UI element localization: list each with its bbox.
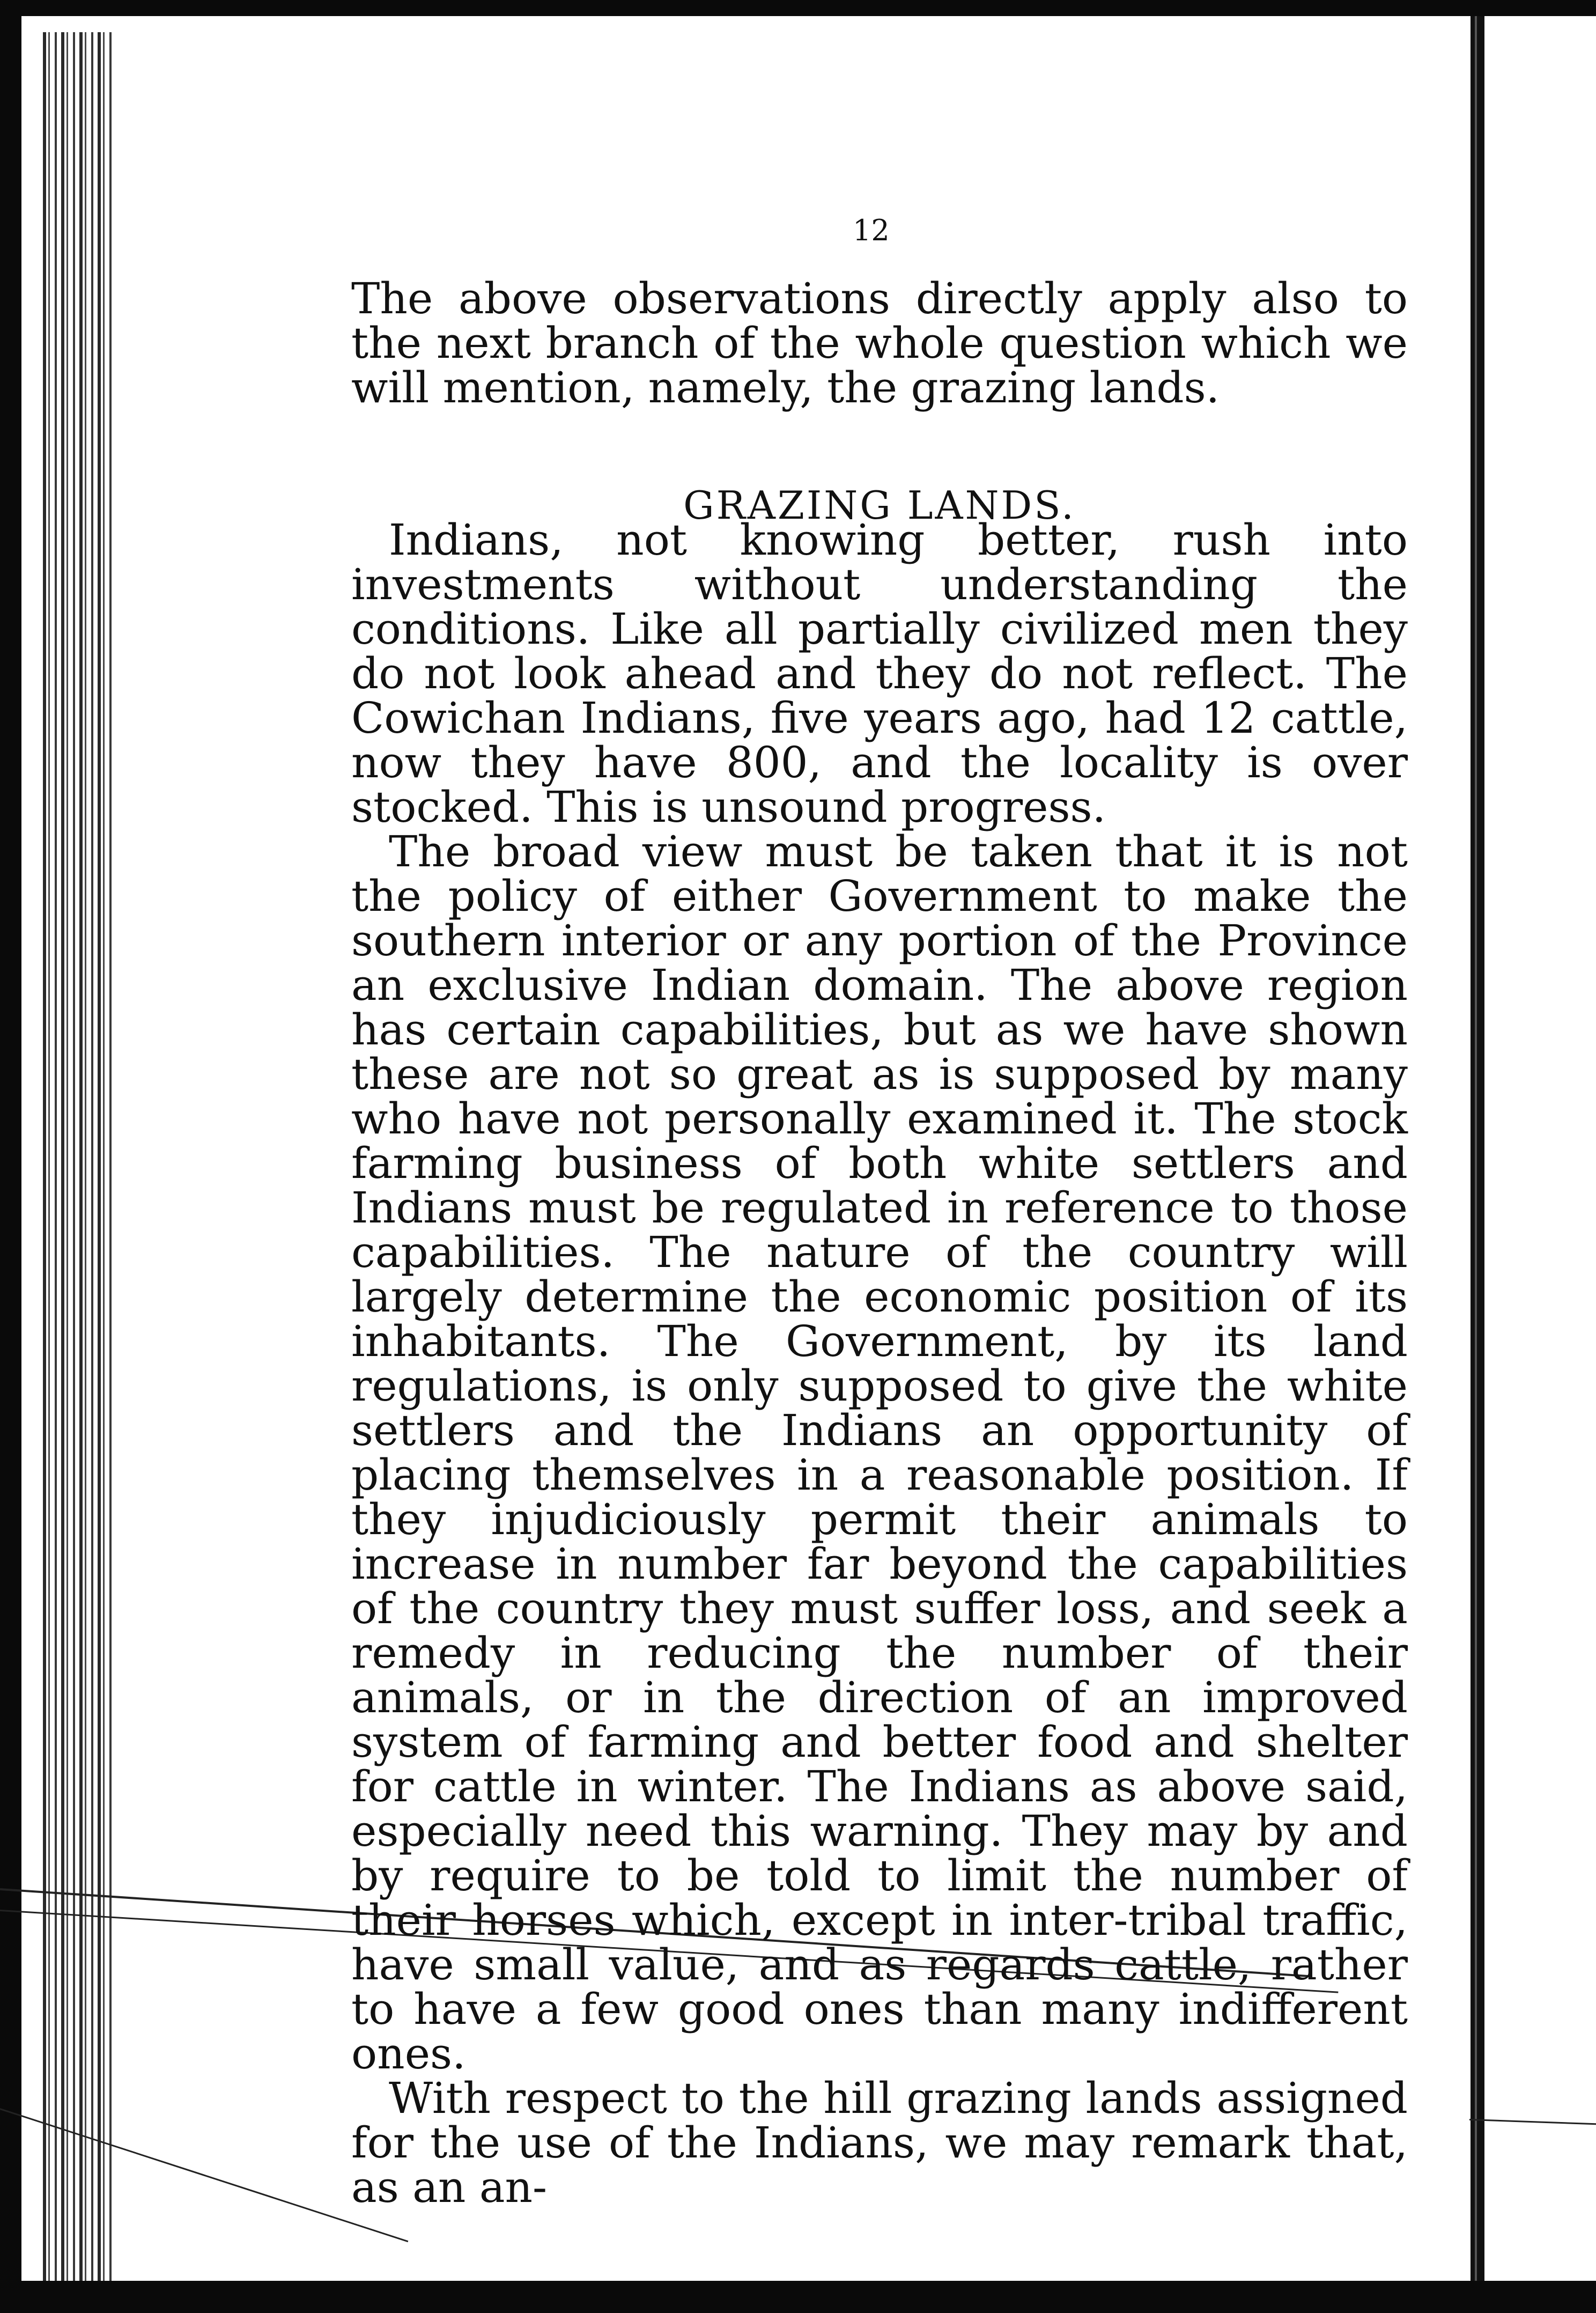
paragraph: The broad view must be taken that it is not the policy of either Government to make the southern interior or any portion of the Province an exclusive Indian domain. The above region has certain capabilities, but as we have shown these are not so great as is supposed by many who have not personally examined it. The stock farming business of both white settlers and Indians must be regulated in reference to those capabilities. The nature of the country will largely determine the economic position of its inhabitants. The Government, by its land regulations, is only supposed to give the white settlers and the Indians an opportunity of placing themselves in a reasonable position. If they injudiciously permit their animals to increase in number far beyond the capabilities of the country they must suffer loss, and seek a remedy in reducing the number of their animals, or in the direction of an improved system of farming and better food and shelter for cattle in winter. The Indians as above said, especially need this warning. They may by and by require to be told to limit the number of their horses which, except in inter-tribal traffic, have small value, and as regards cattle, rather to have a few good ones than many indifferent ones. — [351, 827, 1408, 2079]
paragraph: Indians, not knowing better, rush into investments without understanding the conditions. Like all partially civilized men they do not look ahead and they do not reflect. The Cowichan Indians, five years ago, had 12 cattle, now they have 800, and the locality is over stocked. This is unsound progress. — [351, 515, 1408, 832]
page-number: 12 — [853, 213, 890, 247]
scan-top-border — [0, 0, 1596, 16]
section-heading: GRAZING LANDS. — [683, 483, 1076, 528]
page-right-edge — [1471, 16, 1484, 2285]
facing-page-fragment — [1524, 215, 1596, 1502]
paragraph: With respect to the hill grazing lands assigned for the use of the Indians, we may remark that, as an an- — [351, 2073, 1408, 2212]
scan-bottom-border — [0, 2281, 1596, 2313]
scan-line — [1469, 2119, 1596, 2125]
scan-left-edge — [0, 11, 21, 2290]
main-text — [351, 515, 1408, 2212]
book-spine-gutter — [43, 32, 113, 2285]
intro-paragraph-block — [351, 276, 1408, 410]
intro-paragraph: The above observations directly apply also to the next branch of the whole question which we will mention, namely, the grazing lands. — [351, 274, 1408, 412]
